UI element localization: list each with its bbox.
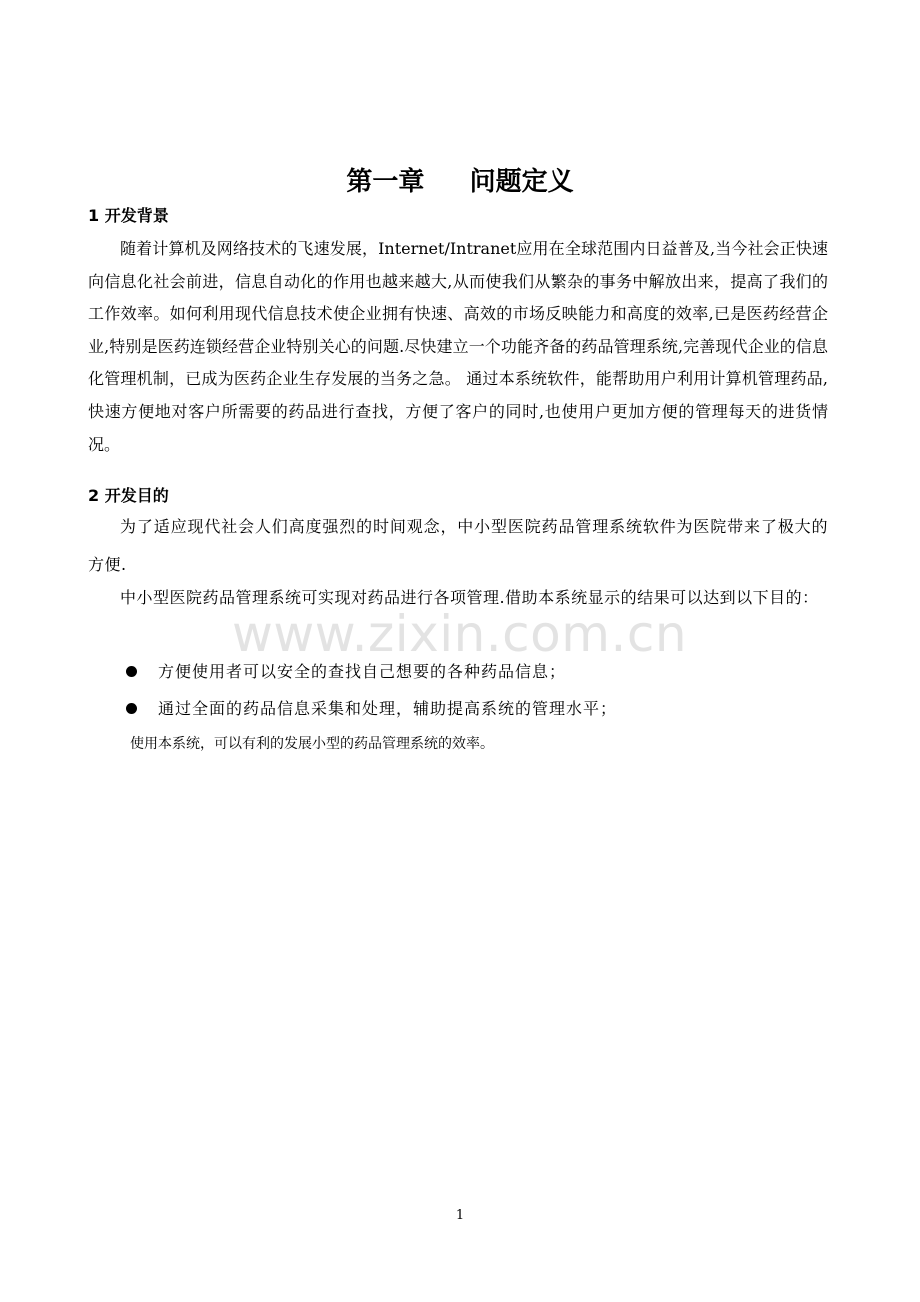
bullet-dot-icon [126, 703, 137, 714]
bullet-dot-icon [126, 666, 137, 677]
background-paragraph: 随着计算机及网络技术的飞速发展，Internet/Intranet应用在全球范围内日益普及,当今社会正快速向信息化社会前进，信息自动化的作用也越来越大,从而使我们从繁杂的事务中解放出来，提高了我们的工作效率。如何利用现代信息技术使企业拥有快速、高效的市场反映能力和高度的效率,已是医药经营企业,特别是医药连锁经营企业特别关心的问题.尽快建立一个功能齐备的药品管理系统,完善现代企业的信息化管理机制，已成为医药企业生存发展的当务之急。 通过本系统软件，能帮助用户利用计算机管理药品,快速方便地对客户所需要的药品进行查找，方便了客户的同时,也使用户更加方便的管理每天的进货情况。 [88, 239, 828, 454]
list-item [88, 690, 828, 727]
section-heading-purpose: 2 开发目的 [88, 486, 169, 505]
purpose-paragraph-2: 中小型医院药品管理系统可实现对药品进行各项管理.借助本系统显示的结果可以达到以下目的： [120, 588, 819, 607]
watermark-text: www.zixin.com.cn [232, 605, 688, 663]
section-heading-background: 1 开发背景 [88, 206, 169, 225]
bullet-text: 通过全面的药品信息采集和处理，辅助提高系统的管理水平； [158, 699, 618, 718]
closing-sentence: 使用本系统，可以有利的发展小型的药品管理系统的效率。 [130, 736, 494, 752]
bullet-text: 方便使用者可以安全的查找自己想要的各种药品信息； [158, 662, 567, 681]
purpose-paragraph-1: 为了适应现代社会人们高度强烈的时间观念，中小型医院药品管理系统软件为医院带来了极大的方便. [88, 517, 828, 574]
page-number: 1 [455, 1208, 465, 1223]
chapter-title: 第一章 问题定义 [346, 167, 574, 197]
list-item [88, 653, 828, 690]
purpose-bullet-list [88, 653, 828, 727]
